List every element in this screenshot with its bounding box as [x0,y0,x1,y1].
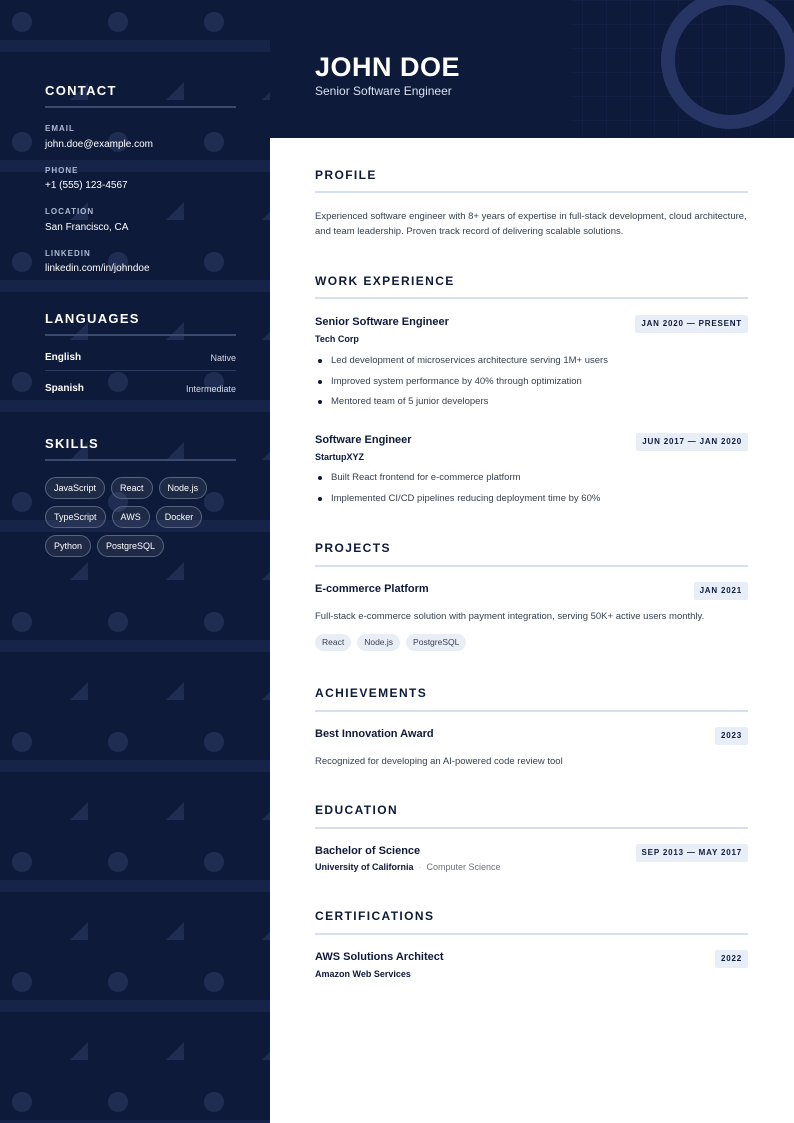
achievements-heading: ACHIEVEMENTS [315,686,428,700]
candidate-name: JOHN DOE [315,52,461,82]
skill-chip: Docker [156,506,203,528]
language-level: Intermediate [185,384,236,394]
certification-date-badge: 2022 [715,950,748,968]
profile-text: Experienced software engineer with 8+ years of expertise in full-stack development, cloud architecture, and team leadership. Proven track record of delivering scalable solutions. [315,211,747,237]
linkedin-label: LINKEDIN [45,249,91,258]
field-of-study: Computer Science [426,862,501,872]
language-name: English [45,352,82,363]
profile-heading: PROFILE [315,168,377,182]
skills-list [45,477,245,564]
achievement-title: Best Innovation Award [315,728,434,740]
language-row-spanish [45,383,236,403]
education-details [315,862,501,872]
job-bullets [315,472,600,513]
languages-heading: LANGUAGES [45,311,140,326]
certification-issuer: Amazon Web Services [315,969,411,979]
experience-divider [315,297,748,299]
bullet-item: Improved system performance by 40% through optimization [315,376,608,397]
school-name: University of California [315,862,414,872]
job-title: Senior Software Engineer [315,316,449,328]
languages-divider [45,334,236,336]
skill-chip: Python [45,535,91,557]
skill-chip: PostgreSQL [97,535,164,557]
contact-divider [45,106,236,108]
phone-value[interactable]: +1 (555) 123-4567 [45,180,128,191]
contact-heading: CONTACT [45,83,117,98]
resume-header [270,0,794,138]
linkedin-value[interactable]: linkedin.com/in/johndoe [45,263,150,274]
job-title: Software Engineer [315,434,412,446]
projects-heading: PROJECTS [315,541,391,555]
certifications-divider [315,933,748,935]
language-level: Native [210,353,236,363]
sidebar [0,0,270,1123]
bullet-item: Led development of microservices architecture serving 1M+ users [315,355,608,376]
job-bullets [315,355,608,417]
experience-heading: WORK EXPERIENCE [315,274,455,288]
email-label: EMAIL [45,124,75,133]
skill-chip: Node.js [159,477,208,499]
candidate-title: Senior Software Engineer [315,84,452,98]
project-tag: PostgreSQL [406,634,466,651]
achievements-divider [315,710,748,712]
location-value: San Francisco, CA [45,222,129,233]
email-value[interactable]: john.doe@example.com [45,139,153,150]
job-company: StartupXYZ [315,452,365,462]
skill-chip: TypeScript [45,506,106,528]
bullet-item: Mentored team of 5 junior developers [315,396,608,417]
project-tags [315,634,466,651]
project-date-badge: JAN 2021 [694,582,748,600]
language-row-english [45,352,236,372]
skill-chip: JavaScript [45,477,105,499]
project-description: Full-stack e-commerce solution with payment integration, serving 50K+ active users monthly. [315,611,705,622]
achievement-description: Recognized for developing an AI-powered code review tool [315,756,563,767]
job-company: Tech Corp [315,334,359,344]
projects-divider [315,565,748,567]
education-dates-badge: SEP 2013 — MAY 2017 [636,844,748,862]
skill-chip: React [111,477,153,499]
language-name: Spanish [45,383,84,394]
profile-divider [315,191,748,193]
job-dates-badge: JUN 2017 — JAN 2020 [636,433,748,451]
skills-heading: SKILLS [45,436,100,451]
bullet-item: Built React frontend for e-commerce platform [315,472,600,493]
certifications-heading: CERTIFICATIONS [315,909,435,923]
degree-title: Bachelor of Science [315,845,421,857]
project-title: E-commerce Platform [315,583,429,595]
project-tag: React [315,634,351,651]
certification-title: AWS Solutions Architect [315,951,444,963]
language-row-divider [45,370,236,371]
job-dates-badge: JAN 2020 — PRESENT [635,315,748,333]
project-tag: Node.js [357,634,400,651]
separator-dot: · [418,862,422,872]
education-heading: EDUCATION [315,803,399,817]
bullet-item: Implemented CI/CD pipelines reducing deployment time by 60% [315,493,600,514]
skills-divider [45,459,236,461]
education-divider [315,827,748,829]
location-label: LOCATION [45,207,95,216]
achievement-date-badge: 2023 [715,727,748,745]
skill-chip: AWS [112,506,150,528]
phone-label: PHONE [45,166,79,175]
